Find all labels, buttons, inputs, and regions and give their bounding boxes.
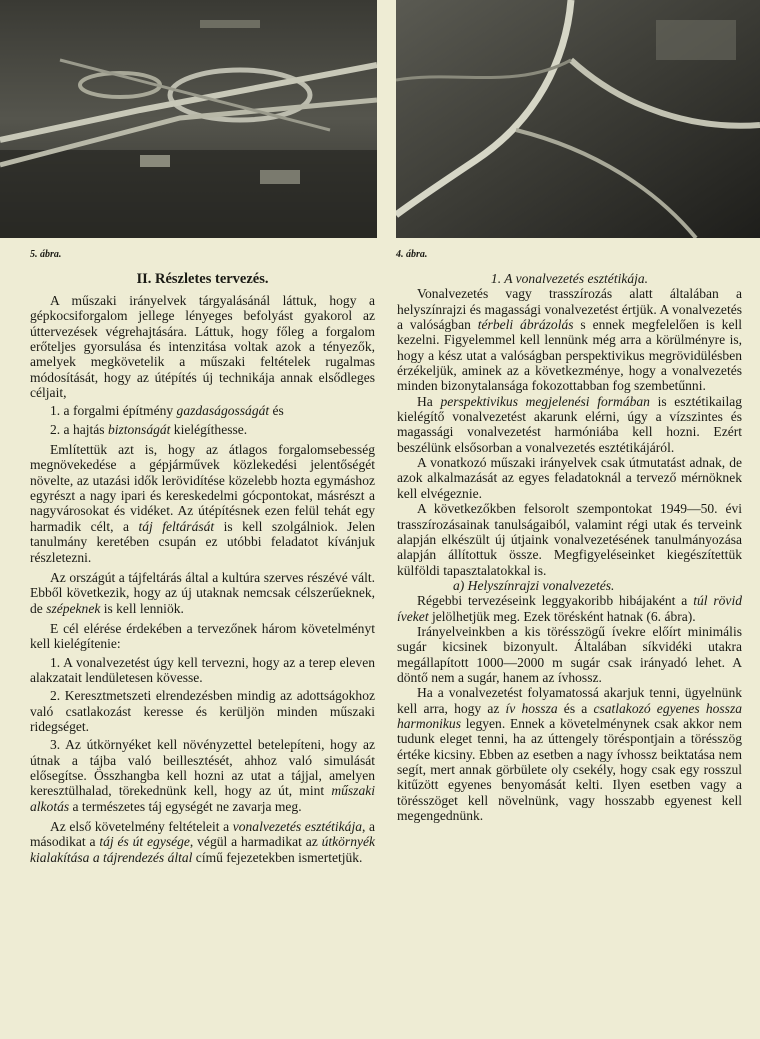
paragraph (30, 442, 375, 565)
emphasis: útkörnyék kialakítása a tájrendezés által (30, 834, 376, 865)
text-run: és (269, 403, 284, 419)
emphasis: műszaki alkotás (30, 783, 375, 814)
text-run: is kell szolgálniok. Jelen tanulmány keretében csupán ez utóbbi feladatot kívánjuk részletezni. (30, 518, 375, 565)
text-run: Vonalvezetés vagy trasszírozás alatt általában a helyszínrajzi és magassági vonalvezetést értjük. A vonalvezetés a valóságban (397, 286, 742, 333)
text-run: Ha (417, 393, 441, 409)
emphasis: ív hossza (505, 700, 558, 716)
paragraph (30, 570, 375, 616)
subsection-heading: a) Helyszínrajzi vonalvezetés. (453, 577, 615, 593)
emphasis: túl rövid íveket (397, 593, 742, 624)
text-run: 2. a hajtás (50, 421, 108, 437)
emphasis: biztonságát (107, 421, 171, 437)
text-run: 1. a forgalmi építmény (50, 403, 177, 419)
text-run: Ha a vonalvezetést folyamatossá akarjuk tenni, ügyelnünk kell arra, hogy az (397, 685, 742, 716)
text-column-left (30, 271, 375, 865)
text-column-right (397, 271, 742, 823)
text-run: , végül a harmadikat az (189, 834, 322, 850)
paragraph: A vonatkozó műszaki irányelvek csak útmutatást adnak, de azok alkalmazását az egyes feladatoknál a tervező mérnöknek kell elvégeznie. (397, 455, 742, 501)
emphasis: szépeknek (46, 600, 101, 616)
paragraph: A műszaki irányelvek tárgyalásánál láttuk, hogy a gépkocsiforgalom jellege lényeges befolyást gyakorol az úttervezések végrehajtására. Láttuk, hogy főleg a forgalom erőteljes gyorsulása és intenzitása voltak azok a tényezők, amelyek megkövetelik a műszaki feltételek rugalmas módosítását, hogy az útépítés új technikája annak elsődleges céljait, (30, 293, 375, 401)
aerial-photo-interchange-drawing (0, 0, 377, 238)
emphasis: táj feltárását (138, 518, 215, 534)
list-item (30, 737, 375, 814)
text-run: jelölhetjük meg. Ezek törésként hatnak (6. ábra). (428, 608, 696, 624)
emphasis: vonalvezetés esztétikája (232, 819, 362, 834)
text-run: Az első követelmény feltételeit a (50, 819, 233, 834)
emphasis: térbeli ábrázolás (477, 317, 574, 333)
text-run: kielégíthesse. (170, 421, 248, 437)
section-heading: II. Részletes tervezés. (136, 271, 269, 287)
text-run: című fejezetekben ismertetjük. (192, 849, 363, 865)
text-run: Az országút a tájfeltárás által a kultúra szerves részévé vált. Ebből következik, hogy az új utaknak nemcsak célszerűeknek, de (30, 569, 375, 616)
text-run: 3. Az útkörnyéket kell növényzettel betelepíteni, hogy az útnak a tájba való beillesztését, ahhoz való simulását elősegítse. Összhangba kell hozni az utat a tájjal, amelyen keresztülhalad, törekednünk kell, hogy az út, mint (30, 737, 375, 799)
paragraph (397, 394, 742, 455)
paragraph (397, 286, 742, 393)
paragraph (397, 593, 742, 624)
aerial-photo-interchange (0, 0, 377, 238)
list-item: 1. A vonalvezetést úgy kell tervezni, hogy az a terep eleven alakzatait lendületesen kövesse. (30, 654, 375, 685)
text-run: Régebbi tervezéseink leggyakoribb hibájaként a (417, 593, 694, 609)
text-run: Említettük azt is, hogy az átlagos forgalomsebesség megnövekedése a gépjárművek közlekedési jelentőségét növelte, az utazási idők lerövidítése közelebb hozta egymáshoz egyrészt a nagy ipari és kereskedelmi gócpontokat, másrészt a nagyvárosokat és vidéket. Az útépítésnek ezen felül tehát egy harmadik célt, a (30, 442, 375, 534)
text-run: és a (557, 700, 594, 716)
emphasis: csatlakozó egyenes hossza harmonikus (397, 700, 742, 731)
figure-caption: 4. ábra. (396, 249, 428, 260)
text-run: legyen. Ennek a követelménynek csak akkor nem tudunk eleget tenni, ha az úttengely töréspontjain a törésszög értéke kicsiny. Ebben az esetben a nagy ívhossz beiktatása nem segít, mert annak görbülete oly csekély, hogy csak egy rosszul kitűzött egyenes benyomását kelti. Ilyen esetben vagy a törésszöget kell növelnünk, vagy hosszabb egyenest kell megengednünk. (397, 715, 742, 824)
aerial-photo-highway-drawing (396, 0, 760, 238)
text-run: is esztétikailag kielégítő vonalvezetést akarunk elérni, úgy a vízszintes és magassági vonalvezetést harmóniába kell hozni. Ezért beszélünk elsősorban a vonalvezetés esztétikájáról. (397, 393, 742, 455)
list-item (30, 422, 375, 437)
subsection-heading: 1. A vonalvezetés esztétikája. (490, 271, 649, 286)
text-run: is kell lenniök. (100, 600, 184, 616)
emphasis: táj és út egysége (99, 834, 190, 850)
list-item (30, 403, 375, 418)
text-run: a természetes táj egységét ne zavarja meg. (69, 798, 302, 814)
figure-caption: 5. ábra. (30, 249, 62, 260)
aerial-photo-highway (396, 0, 760, 238)
paragraph: E cél elérése érdekében a tervezőnek három követelményt kell kielégítenie: (30, 620, 375, 652)
text-run: s ennek megfelelően is kell kezelni. Figyelemmel kell lennünk még arra a körülményre is, hogy a kész utat a valóságban perspektivikus megrövidülésben érzékeljük, aminek az a következménye, hogy a vonalvezetés minden bizonytalansága fokozottabban fog szembetűnni. (397, 317, 742, 394)
emphasis: perspektivikus megjelenési formában (440, 393, 650, 409)
paragraph: A következőkben felsorolt szempontokat 1949—50. évi trasszírozásainak tanulságaiból, valamint régi utak és terveink alapján elkészült új útjaink vonalvezetésének tanulmányozása alapján állítottuk össze. Megfigyeléseinket kiegészítettük külföldi tapasztalatokkal is. (397, 501, 742, 578)
text-run: , a másodikat a (30, 819, 375, 850)
paragraph: Irányelveinkben a kis törésszögű ívekre előírt minimális sugár kicsinek bizonyult. Általában síkvidéki utakra megállapított 1000—2000 m sugár csak irányadó lehet. A döntő nem a sugár, hanem az ívhossz. (397, 623, 742, 685)
paragraph (397, 685, 742, 823)
paragraph (30, 819, 375, 865)
emphasis: gazdaságosságát (176, 403, 270, 419)
list-item: 2. Keresztmetszeti elrendezésben mindig az adottságokhoz való csatlakozást keresse és kerüljön minden műszaki ridegséget. (30, 688, 375, 734)
